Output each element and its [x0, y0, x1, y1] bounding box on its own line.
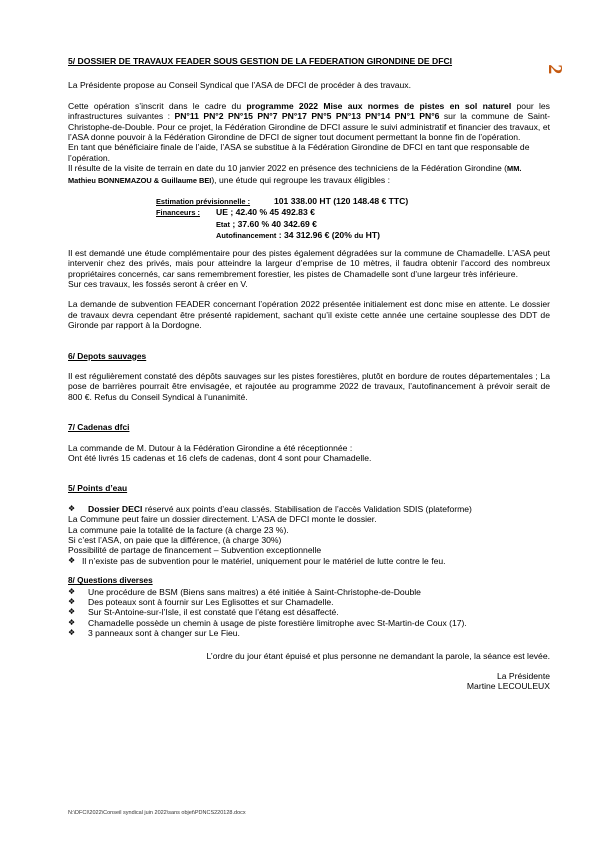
- section5-p4: Il résulte de la visite de terrain en date du 10 janvier 2022 en présence des techniciens de la Fédération Girondine (MM. Mathieu BONNEMAZOU & Guillaume BEI), une étude qui regroupe les travaux éligibles :: [68, 163, 522, 185]
- deci-line1: La Commune peut faire un dossier directement. L’ASA de DFCI monte le dossier.: [68, 514, 377, 525]
- section5b-heading: 5/ Points d’eau: [68, 483, 128, 494]
- materiel-list: [68, 556, 550, 566]
- list-item: ❖ Chamadelle possède un chemin à usage de piste forestière limitrophe avec St-Martin-de Coux (17).: [68, 618, 550, 628]
- section5-p7: La demande de subvention FEADER concernant l’opération 2022 présentée initialement est donc mise en attente. Le dossier de travaux devra cependant être présenté rapidement, sachant qu’il existe cette année une certaine souplesse des DDT de Gironde par rapport à la Dordogne.: [68, 299, 550, 331]
- estimation-line: Estimation prévisionnelle : 101 338.00 HT (120 148.48 € TTC): [156, 196, 409, 207]
- section7-heading: 7/ Cadenas dfci: [68, 422, 130, 433]
- list-item: ❖ Il n’existe pas de subvention pour le matériel, uniquement pour le matériel de lutte contre le feu.: [68, 556, 550, 566]
- section7-p2: Ont été livrés 15 cadenas et 16 clefs de cadenas, dont 4 sont pour Chamadelle.: [68, 452, 372, 463]
- section5-p5: Il est demandé une étude complémentaire pour des pistes également dégradées sur la commune de Chamadelle. L’ASA peut intervenir chez des privés, mais pour atteindre la largeur d’emprise de 10 mètres, il faudra obtenir l’accord des nombreux propriétaires concernés, car sans remembrement forestier, les pistes de Chamadelle sont d’une largeur très inférieure.: [68, 247, 550, 279]
- section5-p2: Cette opération s’inscrit dans le cadre du programme 2022 Mise aux normes de pistes en sol naturel pour les infrastructures suivantes : PN°11 PN°2 PN°15 PN°7 PN°17 PN°5 PN°13 PN°14 PN°1 PN°6 sur la commune de Saint-Christophe-de-Double. Pour ce projet, la Fédération Girondine de DFCI assure le suivi administratif et financier des travaux, et l’ASA donne pouvoir à la Fédération Girondine de DFCI de signer tout document permettant la bonne fin de l’opération.: [68, 100, 550, 143]
- page-number: 2: [544, 64, 567, 75]
- section5-p3: En tant que bénéficiaire finale de l’aide, l’ASA se substitue à la Fédération Girondine de DFCI en tant que responsable de l’opération.: [68, 142, 530, 163]
- section6-p1: Il est régulièrement constaté des dépôts sauvages sur les pistes forestières, plutôt en bordure de routes départementales ; La pose de barrières pourrait être envisagée, et rajoutée au programme 2022 de travaux, l’autofinancement à prévoir serait de 800 €. Refus du Conseil Syndical à l’unanimité.: [68, 370, 550, 402]
- list-item: ❖ 3 panneaux sont à changer sur Le Fieu.: [68, 628, 550, 638]
- list-item: ❖ Sur St-Antoine-sur-l’Isle, il est constaté que l’étang est désaffecté.: [68, 607, 550, 617]
- closing-text: L’ordre du jour étant épuisé et plus personne ne demandant la parole, la séance est levée.: [206, 650, 550, 661]
- deci-line2: La commune paie la totalité de la facture (à charge 23 %).: [68, 524, 289, 535]
- financing-block: [156, 196, 550, 242]
- questions-list: [68, 587, 550, 639]
- deci-line4: Possibilité de partage de financement – Subvention exceptionnelle: [68, 545, 322, 556]
- deci-list: [68, 504, 550, 514]
- section5-p1: La Présidente propose au Conseil Syndical que l’ASA de DFCI de procéder à des travaux.: [68, 80, 411, 91]
- signature-name: Martine LECOULEUX: [466, 681, 550, 692]
- etat-line: Etat ; 37.60 % 40 342.69 €: [216, 218, 317, 229]
- list-item: ❖ Des poteaux sont à fournir sur Les Eglisottes et sur Chamadelle.: [68, 597, 550, 607]
- document-body: [68, 56, 550, 692]
- autofinancement-line: Autofinancement : 34 312.96 € (20% du HT): [216, 230, 380, 241]
- section5-heading: 5/ DOSSIER DE TRAVAUX FEADER SOUS GESTION DE LA FEDERATION GIRONDINE DE DFCI: [68, 56, 453, 66]
- file-path-footer: N:\DFCI\2022\Conseil syndical juin 2022\sans objet\PDNCS220128.docx: [68, 810, 246, 816]
- section5-p6: Sur ces travaux, les fossés seront à créer en V.: [68, 278, 248, 289]
- section7-p1: La commande de M. Dutour à la Fédération Girondine a été réceptionnée :: [68, 442, 353, 453]
- financeurs-line: Financeurs : UE ; 42.40 % 45 492.83 €: [156, 207, 315, 218]
- signature-role: La Présidente: [496, 671, 550, 682]
- deci-line3: Si c’est l’ASA, on paie que la différence, (à charge 30%): [68, 535, 282, 545]
- section8-heading: 8/ Questions diverses: [68, 576, 153, 586]
- list-item: ❖ Dossier DECI réservé aux points d’eau classés. Stabilisation de l’accès Validation SDIS (plateforme): [68, 504, 550, 514]
- list-item: ❖ Une procédure de BSM (Biens sans maitres) a été initiée à Saint-Christophe-de-Double: [68, 587, 550, 597]
- section6-heading: 6/ Depots sauvages: [68, 350, 147, 361]
